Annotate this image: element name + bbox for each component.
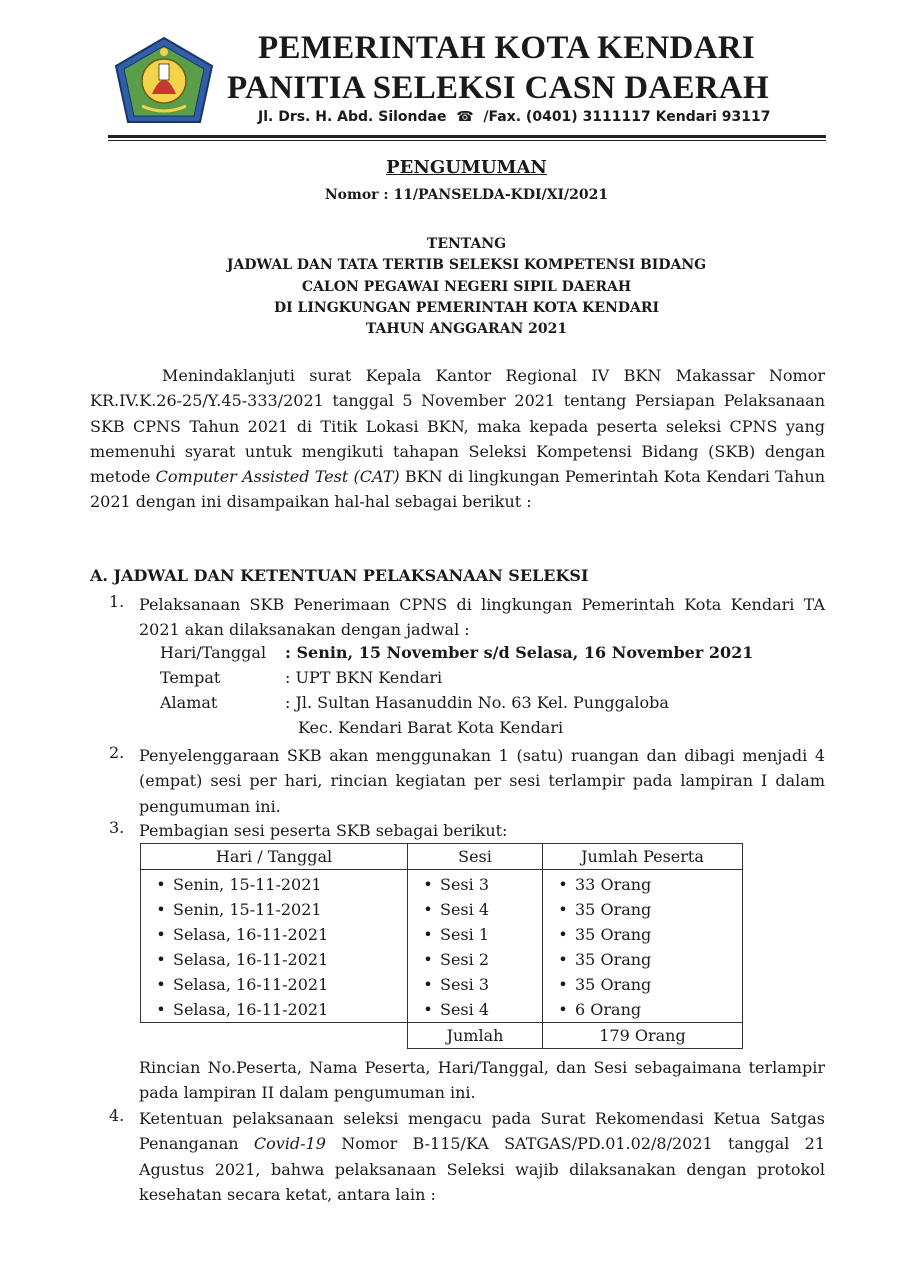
table-row: • Selasa, 16-11-2021 • Sesi 4 • 6 Orang bbox=[141, 997, 743, 1023]
item-4-text: Ketentuan pelaksanaan seleksi mengacu pada Surat Rekomendasi Ketua Satgas Penanganan Covid-19 Nomor B-115/KA SATGAS/PD.01.02/8/2021 tanggal 21 Agustus 2021, bahwa pelaksanaan Seleksi wajib dilaksanakan dengan protokol kesehatan secara ketat, antara lain : bbox=[139, 1109, 825, 1204]
subject-line-3: CALON PEGAWAI NEGERI SIPIL DAERAH bbox=[301, 279, 632, 295]
header-rule-thin bbox=[108, 140, 826, 141]
subject-line-1: TENTANG bbox=[426, 236, 507, 252]
table-row: • Selasa, 16-11-2021 • Sesi 2 • 35 Orang bbox=[141, 947, 743, 972]
header-participants: Jumlah Peserta bbox=[543, 844, 743, 870]
document-title: PENGUMUMAN bbox=[386, 157, 547, 178]
item-3-note: Rincian No.Peserta, Nama Peserta, Hari/Tanggal, dan Sesi sebagaimana terlampir pada lampiran II dalam pengumuman ini. bbox=[139, 1058, 825, 1103]
header-date: Hari / Tanggal bbox=[141, 844, 408, 870]
item-1-number: 1. bbox=[109, 592, 125, 611]
item-3-text: Pembagian sesi peserta SKB sebagai berikut: bbox=[139, 821, 508, 840]
item-1-text: Pelaksanaan SKB Penerimaan CPNS di lingkungan Pemerintah Kota Kendari TA 2021 akan dilaksanakan dengan jadwal : bbox=[139, 595, 825, 640]
subject-line-4: DI LINGKUNGAN PEMERINTAH KOTA KENDARI bbox=[273, 300, 660, 316]
section-a-heading: A. JADWAL DAN KETENTUAN PELAKSANAAN SELEKSI bbox=[90, 566, 589, 585]
table-row: • Selasa, 16-11-2021 • Sesi 1 • 35 Orang bbox=[141, 922, 743, 947]
header-session: Sesi bbox=[408, 844, 543, 870]
kendari-emblem-logo bbox=[112, 36, 216, 126]
schedule-address-value-2: Kec. Kendari Barat Kota Kendari bbox=[298, 718, 564, 737]
address-left: Jl. Drs. H. Abd. Silondae bbox=[258, 109, 447, 125]
schedule-place-value: : UPT BKN Kendari bbox=[285, 668, 443, 687]
schedule-day-label: Hari/Tanggal bbox=[160, 643, 267, 662]
item-3-number: 3. bbox=[109, 818, 125, 837]
total-label: Jumlah bbox=[408, 1023, 543, 1049]
session-table bbox=[140, 843, 743, 1049]
table-row: • Senin, 15-11-2021 • Sesi 4 • 35 Orang bbox=[141, 897, 743, 922]
table-row: • Senin, 15-11-2021 • Sesi 3 • 33 Orang bbox=[141, 870, 743, 898]
header-line1: PEMERINTAH KOTA KENDARI bbox=[258, 30, 756, 66]
document-number: Nomor : 11/PANSELDA-KDI/XI/2021 bbox=[324, 187, 609, 203]
item-2-number: 2. bbox=[109, 743, 125, 762]
subject-line-2: JADWAL DAN TATA TERTIB SELEKSI KOMPETENSI BIDANG bbox=[226, 257, 707, 273]
table-header-row bbox=[141, 844, 743, 870]
schedule-place-label: Tempat bbox=[160, 668, 221, 687]
address-right: /Fax. (0401) 3111117 Kendari 93117 bbox=[483, 109, 771, 125]
schedule-address-value-1: : Jl. Sultan Hasanuddin No. 63 Kel. Punggaloba bbox=[285, 693, 669, 712]
intro-paragraph: Menindaklanjuti surat Kepala Kantor Regional IV BKN Makassar Nomor KR.IV.K.26-25/Y.45-333/2021 tanggal 5 November 2021 tentang Persiapan Pelaksanaan SKB CPNS Tahun 2021 di Titik Lokasi BKN, maka kepada peserta seleksi CPNS yang memenuhi syarat untuk mengikuti tahapan Seleksi Kompetensi Bidang (SKB) dengan metode Computer Assisted Test (CAT) BKN di lingkungan Pemerintah Kota Kendari Tahun 2021 dengan ini disampaikan hal-hal sebagai berikut : bbox=[90, 366, 825, 512]
header-address bbox=[258, 109, 770, 125]
item-2-text: Penyelenggaraan SKB akan menggunakan 1 (satu) ruangan dan dibagi menjadi 4 (empat) sesi per hari, rincian kegiatan per sesi terlampir pada lampiran I dalam pengumuman ini. bbox=[139, 746, 825, 816]
schedule-address-label: Alamat bbox=[160, 693, 218, 712]
table-row: • Selasa, 16-11-2021 • Sesi 3 • 35 Orang bbox=[141, 972, 743, 997]
total-value: 179 Orang bbox=[543, 1023, 743, 1049]
header-rule-thick bbox=[108, 135, 826, 138]
subject-line-5: TAHUN ANGGARAN 2021 bbox=[365, 321, 568, 337]
telephone-icon: ☎ bbox=[451, 109, 479, 125]
table-total-row bbox=[141, 1023, 743, 1049]
schedule-day-value: : Senin, 15 November s/d Selasa, 16 November 2021 bbox=[285, 643, 754, 662]
item-4-number: 4. bbox=[109, 1106, 125, 1125]
header-line2: PANITIA SELEKSI CASN DAERAH bbox=[227, 70, 770, 106]
